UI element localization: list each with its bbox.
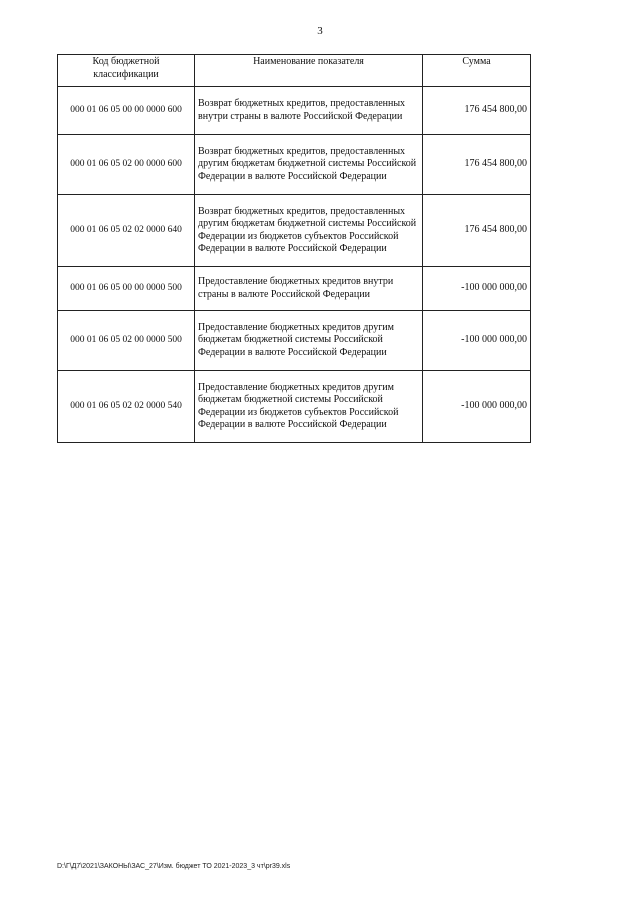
budget-sources-table xyxy=(57,54,531,443)
file-path-footer: D:\Г\Д7\2021\ЗАКОНЫ\ЗАС_27\Изм. бюджет ТО 2021-2023_3 чт\pr39.xls xyxy=(57,863,291,870)
header-amount: Сумма xyxy=(423,55,531,87)
header-code: Код бюджетной классификации xyxy=(58,55,195,87)
cell-name: Возврат бюджетных кредитов, предоставленных внутри страны в валюте Российской Федерации xyxy=(195,87,423,135)
cell-name: Предоставление бюджетных кредитов другим бюджетам бюджетной системы Российской Федерации в валюте Российской Федерации xyxy=(195,311,423,371)
cell-code: 000 01 06 05 02 02 0000 540 xyxy=(58,371,195,443)
page-number: 3 xyxy=(317,25,323,37)
cell-amount: 176 454 800,00 xyxy=(423,135,531,195)
cell-code: 000 01 06 05 00 00 0000 600 xyxy=(58,87,195,135)
cell-amount: -100 000 000,00 xyxy=(423,371,531,443)
cell-amount: 176 454 800,00 xyxy=(423,87,531,135)
table-row xyxy=(58,87,531,135)
cell-name: Предоставление бюджетных кредитов другим бюджетам бюджетной системы Российской Федерации из бюджетов субъектов Российской Федерации в валюте Российской Федерации xyxy=(195,371,423,443)
cell-amount: -100 000 000,00 xyxy=(423,311,531,371)
cell-code: 000 01 06 05 02 00 0000 500 xyxy=(58,311,195,371)
cell-name: Предоставление бюджетных кредитов внутри страны в валюте Российской Федерации xyxy=(195,267,423,311)
table-row xyxy=(58,195,531,267)
table-row xyxy=(58,135,531,195)
cell-code: 000 01 06 05 00 00 0000 500 xyxy=(58,267,195,311)
cell-amount: 176 454 800,00 xyxy=(423,195,531,267)
cell-name: Возврат бюджетных кредитов, предоставленных другим бюджетам бюджетной системы Российской Федерации из бюджетов субъектов Российской Федерации в валюте Российской Федерации xyxy=(195,195,423,267)
cell-code: 000 01 06 05 02 00 0000 600 xyxy=(58,135,195,195)
table-row xyxy=(58,371,531,443)
cell-amount: -100 000 000,00 xyxy=(423,267,531,311)
table-row xyxy=(58,311,531,371)
header-name: Наименование показателя xyxy=(195,55,423,87)
cell-name: Возврат бюджетных кредитов, предоставленных другим бюджетам бюджетной системы Российской Федерации в валюте Российской Федерации xyxy=(195,135,423,195)
table-row xyxy=(58,267,531,311)
cell-code: 000 01 06 05 02 02 0000 640 xyxy=(58,195,195,267)
table-header-row xyxy=(58,55,531,87)
